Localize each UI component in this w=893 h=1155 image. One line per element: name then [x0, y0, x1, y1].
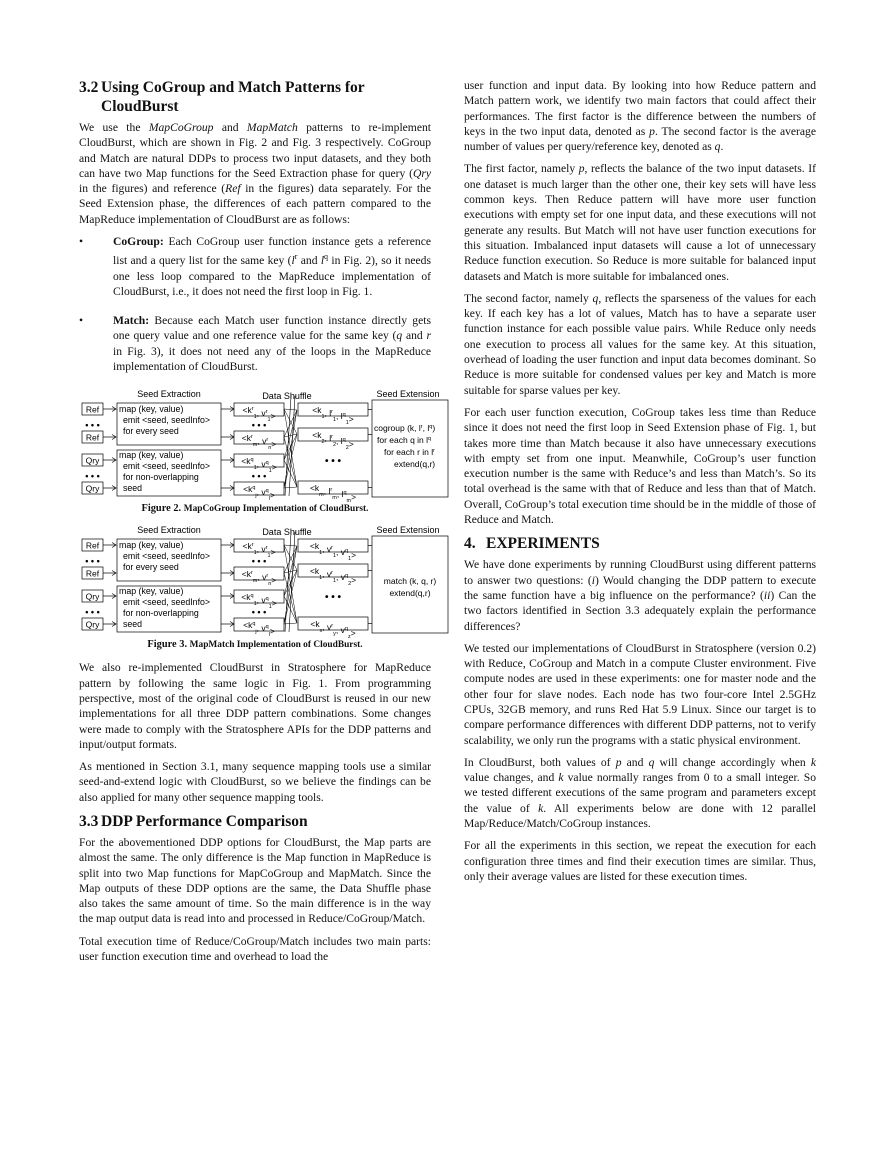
shuffle-line	[284, 434, 297, 460]
ellipsis-dots: • • •	[85, 556, 100, 567]
paragraph: Total execution time of Reduce/CoGroup/Match includes two main parts: user function execution time and overhead to load the	[79, 934, 431, 964]
ellipsis-dots: • • •	[251, 607, 267, 618]
grouped-output-last: $<k_m$, $l^r_m$, $l^q_m>$	[309, 483, 357, 505]
paragraph: We tested our implementations of CloudBurst in Stratosphere (version 0.2) with Reduce, CoGroup and Match in a compute Cluster environment. Five compute nodes are used in these experiments: one for master node and the other four for slave nodes. Each node has two four-core Intel 2.5GHz CPUs, 32GB memory, and runs Red Hat 5.9 Linux. Since our target is to compare performance differences with different DDP patterns, not to verify scalability, we only run the programs with a static physical environment.	[464, 641, 816, 747]
figure-3-caption: Figure 3. MapMatch Implementation of CloudBurst.	[147, 639, 363, 651]
grouped-output-first-box	[298, 403, 368, 416]
map-function-text: map (key, value)	[119, 450, 184, 461]
seed-extension-text: extend(q,r)	[394, 459, 436, 470]
kv-pair-ref-last: $<k^r_m$, $v^r_n>$	[241, 569, 277, 588]
map-function-text: for every seed	[123, 562, 179, 573]
map-function-text: seed	[123, 483, 143, 494]
shuffle-line	[284, 546, 297, 573]
input-box-label: Qry	[85, 455, 100, 466]
section-4-heading: 4. EXPERIMENTS	[464, 535, 600, 553]
paragraph: For each user function execution, CoGroup takes less time than Reduce since it does not need the first loop in Seed Extension phase of Fig. 1, but takes more time than Match because it also have unnecessary executions with empty set from one input. Meanwhile, CoGroup’s user function execution number is the same with Reduce’s and less than Match’s. So its total overhead is the same with that of Reduce and less than that of Match. Overall, CoGroup’s total execution time should be in the middle of those of Reduce and Match.	[464, 405, 816, 527]
seed-extraction-header: Seed Extraction	[137, 389, 201, 400]
shuffle-line	[284, 546, 297, 596]
figure-3-diagram	[79, 524, 440, 641]
kv-pair-qry-first: $<k^q_1$, $v^q_1>$	[241, 456, 277, 475]
shuffle-line	[284, 623, 297, 624]
data-shuffle-header: Data Shuffle	[262, 527, 312, 538]
input-box-label: Ref	[85, 568, 100, 579]
map-function-text: map (key, value)	[119, 404, 184, 415]
kv-pair-qry-last: $<k^q_j$, $v^q_l>$	[243, 620, 275, 639]
input-box-label: Ref	[85, 432, 100, 443]
map-function-text: emit <seed, seedInfo>	[123, 551, 211, 562]
kv-pair-qry-first: $<k^q_1$, $v^q_1>$	[241, 592, 277, 611]
ellipsis-dots: • • •	[85, 607, 100, 618]
paragraph: user function and input data. By looking into how Reduce pattern and Match pattern work, we identify two main factors that could affect their performances. The first factor is the difference between the numbers of keys in the two input data, denoted as p. The second factor is the average number of values per query/reference key, denoted as q.	[464, 79, 816, 154]
paragraph: We have done experiments by running CloudBurst using different patterns to answer two questions: (i) Would changing the DDP pattern to execute the same function have a big influence on the performance? (ii) Can the two factors identified in Section 3.3 adequately explain the performance differences?	[464, 558, 816, 633]
paragraph: We use the MapCoGroup and MapMatch patterns to re-implement CloudBurst, which are shown in Fig. 2 and Fig. 3 respectively. CoGroup and Match are natural DDPs to process two input datasets, and they both can have two Map functions for the Seed Extraction phase for query (Qry in the figures) and reference (Ref in the figures) data separately. For the Seed Extension phase, the differences of each pattern compared to the MapReduce implementation of CloudBurst are as follows:	[79, 121, 431, 226]
figure-3	[79, 524, 440, 652]
ellipsis-dots: • • •	[251, 420, 267, 431]
paragraph: As mentioned in Section 3.1, many sequence mapping tools use a similar seed-and-extend logic with CloudBurst, so we believe the findings can be also applied for many other sequence mapping tools.	[79, 760, 431, 804]
seed-extension-text: cogroup (k, $l^r$, $l^q$)	[374, 423, 436, 434]
bullet-item-match: • Match: Because each Match user function instance directly gets one query value and one reference value for the same key (q and r in Fig. 3), it does not need any of the loops in the MapReduce implementation of CloudBurst.	[79, 314, 431, 374]
seed-extraction-header: Seed Extraction	[137, 525, 201, 536]
ellipsis-dots: • • •	[85, 420, 100, 431]
paragraph: For all the experiments in this section, we repeat the execution for each configuration three times and find their execution times are similar. Thus, only their average values are listed for these execution times.	[464, 839, 816, 883]
input-box-label: Ref	[85, 540, 100, 551]
shuffle-line	[284, 570, 297, 596]
map-function-text: for non-overlapping	[123, 472, 199, 483]
map-function-text: for every seed	[123, 426, 179, 437]
seed-extension-text: match (k, q, r)	[383, 576, 437, 587]
map-function-text: seed	[123, 619, 143, 630]
figure-2	[79, 388, 440, 516]
ellipsis-dots: • • •	[85, 471, 100, 482]
paragraph: The first factor, namely p, reflects the balance of the two input datasets. If one dataset is much larger than the other one, their key sets will have less common keys. Then Reduce pattern will have more user function executions with empty set for one input data, and these executions will not generate any results. But Match will not have user function executions for this situation. Imbalanced input datasets will cause a lot of unnecessary Reduce function execution. So Reduce is more suitable for balanced input datasets and Match is more suitable for imbalanced ones.	[464, 162, 816, 283]
map-function-text: emit <seed, seedInfo>	[123, 597, 211, 608]
grouped-output-second-box	[298, 564, 368, 577]
paragraph: We also re-implemented CloudBurst in Stratosphere for MapReduce pattern by following the same logic in Fig. 1. From programming perspective, most of the original code of CloudBurst is reused in our new implementations for all three DDP pattern combinations. Some changes were made to comply with the Stratosphere APIs for the DDP patterns and input/output formats.	[79, 661, 431, 751]
grouped-output-last: $<k_x$, $v^r_y$, $v^q_z>$	[310, 619, 356, 641]
ellipsis-dots: • • •	[324, 592, 342, 604]
map-function-text: map (key, value)	[119, 586, 184, 597]
right-column	[464, 78, 816, 891]
map-function-text: map (key, value)	[119, 540, 184, 551]
grouped-output-second-box	[298, 428, 368, 441]
seed-extension-header: Seed Extension	[376, 389, 440, 400]
kv-pair-ref-first: $<k^r_1$, $v^r_1>$	[242, 541, 276, 560]
input-box-label: Qry	[85, 483, 100, 494]
map-function-text: emit <seed, seedInfo>	[123, 415, 211, 426]
kv-pair-qry-last: $<k^q_j$, $v^q_l>$	[243, 484, 275, 503]
grouped-output-last-box	[298, 481, 368, 494]
section-3-2-heading: 3.2 Using CoGroup and Match Patterns for CloudBurst	[79, 79, 365, 115]
grouped-output-second: $<k_2$, $l^r_2$, $l^q_2>$	[312, 430, 354, 452]
section-3-3-heading: 3.3 DDP Performance Comparison	[79, 812, 308, 830]
data-shuffle-header: Data Shuffle	[262, 391, 312, 402]
left-column	[79, 78, 440, 971]
figure-2-diagram	[79, 388, 440, 505]
input-box-label: Ref	[85, 404, 100, 415]
shuffle-line	[284, 487, 297, 488]
kv-pair-ref-last: $<k^r_m$, $v^r_n>$	[241, 433, 277, 452]
paragraph: The second factor, namely q, reflects the sparseness of the values for each key. If each key has a lot of values, Match has to have a separate user function instance for each possible value pairs. While Reduce only needs one execution to process all values for the same key. At this situation, overhead of loading the user function and input data becomes dominant. So Reduce is more suitable for condensed values per key and Match is more suitable for sparse values per key.	[464, 291, 817, 397]
input-box-label: Qry	[85, 591, 100, 602]
kv-pair-ref-first: $<k^r_1$, $v^r_1>$	[242, 405, 276, 424]
ellipsis-dots: • • •	[251, 471, 267, 482]
paragraph: In CloudBurst, both values of p and q will change accordingly when k value changes, and k value normally ranges from 0 to a small integer. So we tested different executions of the same program and parameters except the value of k. All experiments below are done with 12 parallel Map/Reduce/Match/CoGroup instances.	[464, 755, 817, 831]
shuffle-line	[284, 410, 297, 460]
input-box-label: Qry	[85, 619, 100, 630]
seed-extension-header: Seed Extension	[376, 525, 440, 536]
paragraph: For the abovementioned DDP options for CloudBurst, the Map parts are almost the same. The only difference is the Map function in MapReduce is split into two Map functions for MapCoGroup and MapMatch. Since the Map outputs of these DDP options are the same, the Data Shuffle phase also takes the same amount of time. So the main difference is in the way the map output data is read into and processed in Reduce/CoGroup/Match.	[79, 835, 431, 926]
map-function-text: for non-overlapping	[123, 608, 199, 619]
figure-2-caption: Figure 2. MapCoGroup Implementation of CloudBurst.	[141, 503, 369, 515]
ellipsis-dots: • • •	[251, 556, 267, 567]
shuffle-line	[284, 410, 297, 437]
grouped-output-first: $<k_1$, $l^r_1$, $l^q_1>$	[312, 405, 354, 427]
map-function-text: emit <seed, seedInfo>	[123, 461, 211, 472]
seed-extension-text: extend(q,r)	[389, 588, 431, 599]
grouped-output-first-box	[298, 539, 368, 552]
grouped-output-second: $<k_1$, $v^r_1$, $v^q_2>$	[309, 566, 357, 588]
grouped-output-first: $<k_1$, $v^r_1$, $v^q_1>$	[309, 541, 357, 563]
seed-extension-text: for each r in $l^r$	[384, 447, 435, 458]
ellipsis-dots: • • •	[324, 456, 342, 468]
bullet-item-cogroup: • CoGroup: Each CoGroup user function instance gets a reference list and a query list for the same key ($l^r$ and $l^q$ in Fig. 2), so it needs one less loop compared to the MapReduce implementation of CloudBurst, i.e., it does not need the first loop in Fig. 1.	[79, 235, 431, 298]
seed-extension-text: for each q in $l^q$	[377, 435, 432, 446]
